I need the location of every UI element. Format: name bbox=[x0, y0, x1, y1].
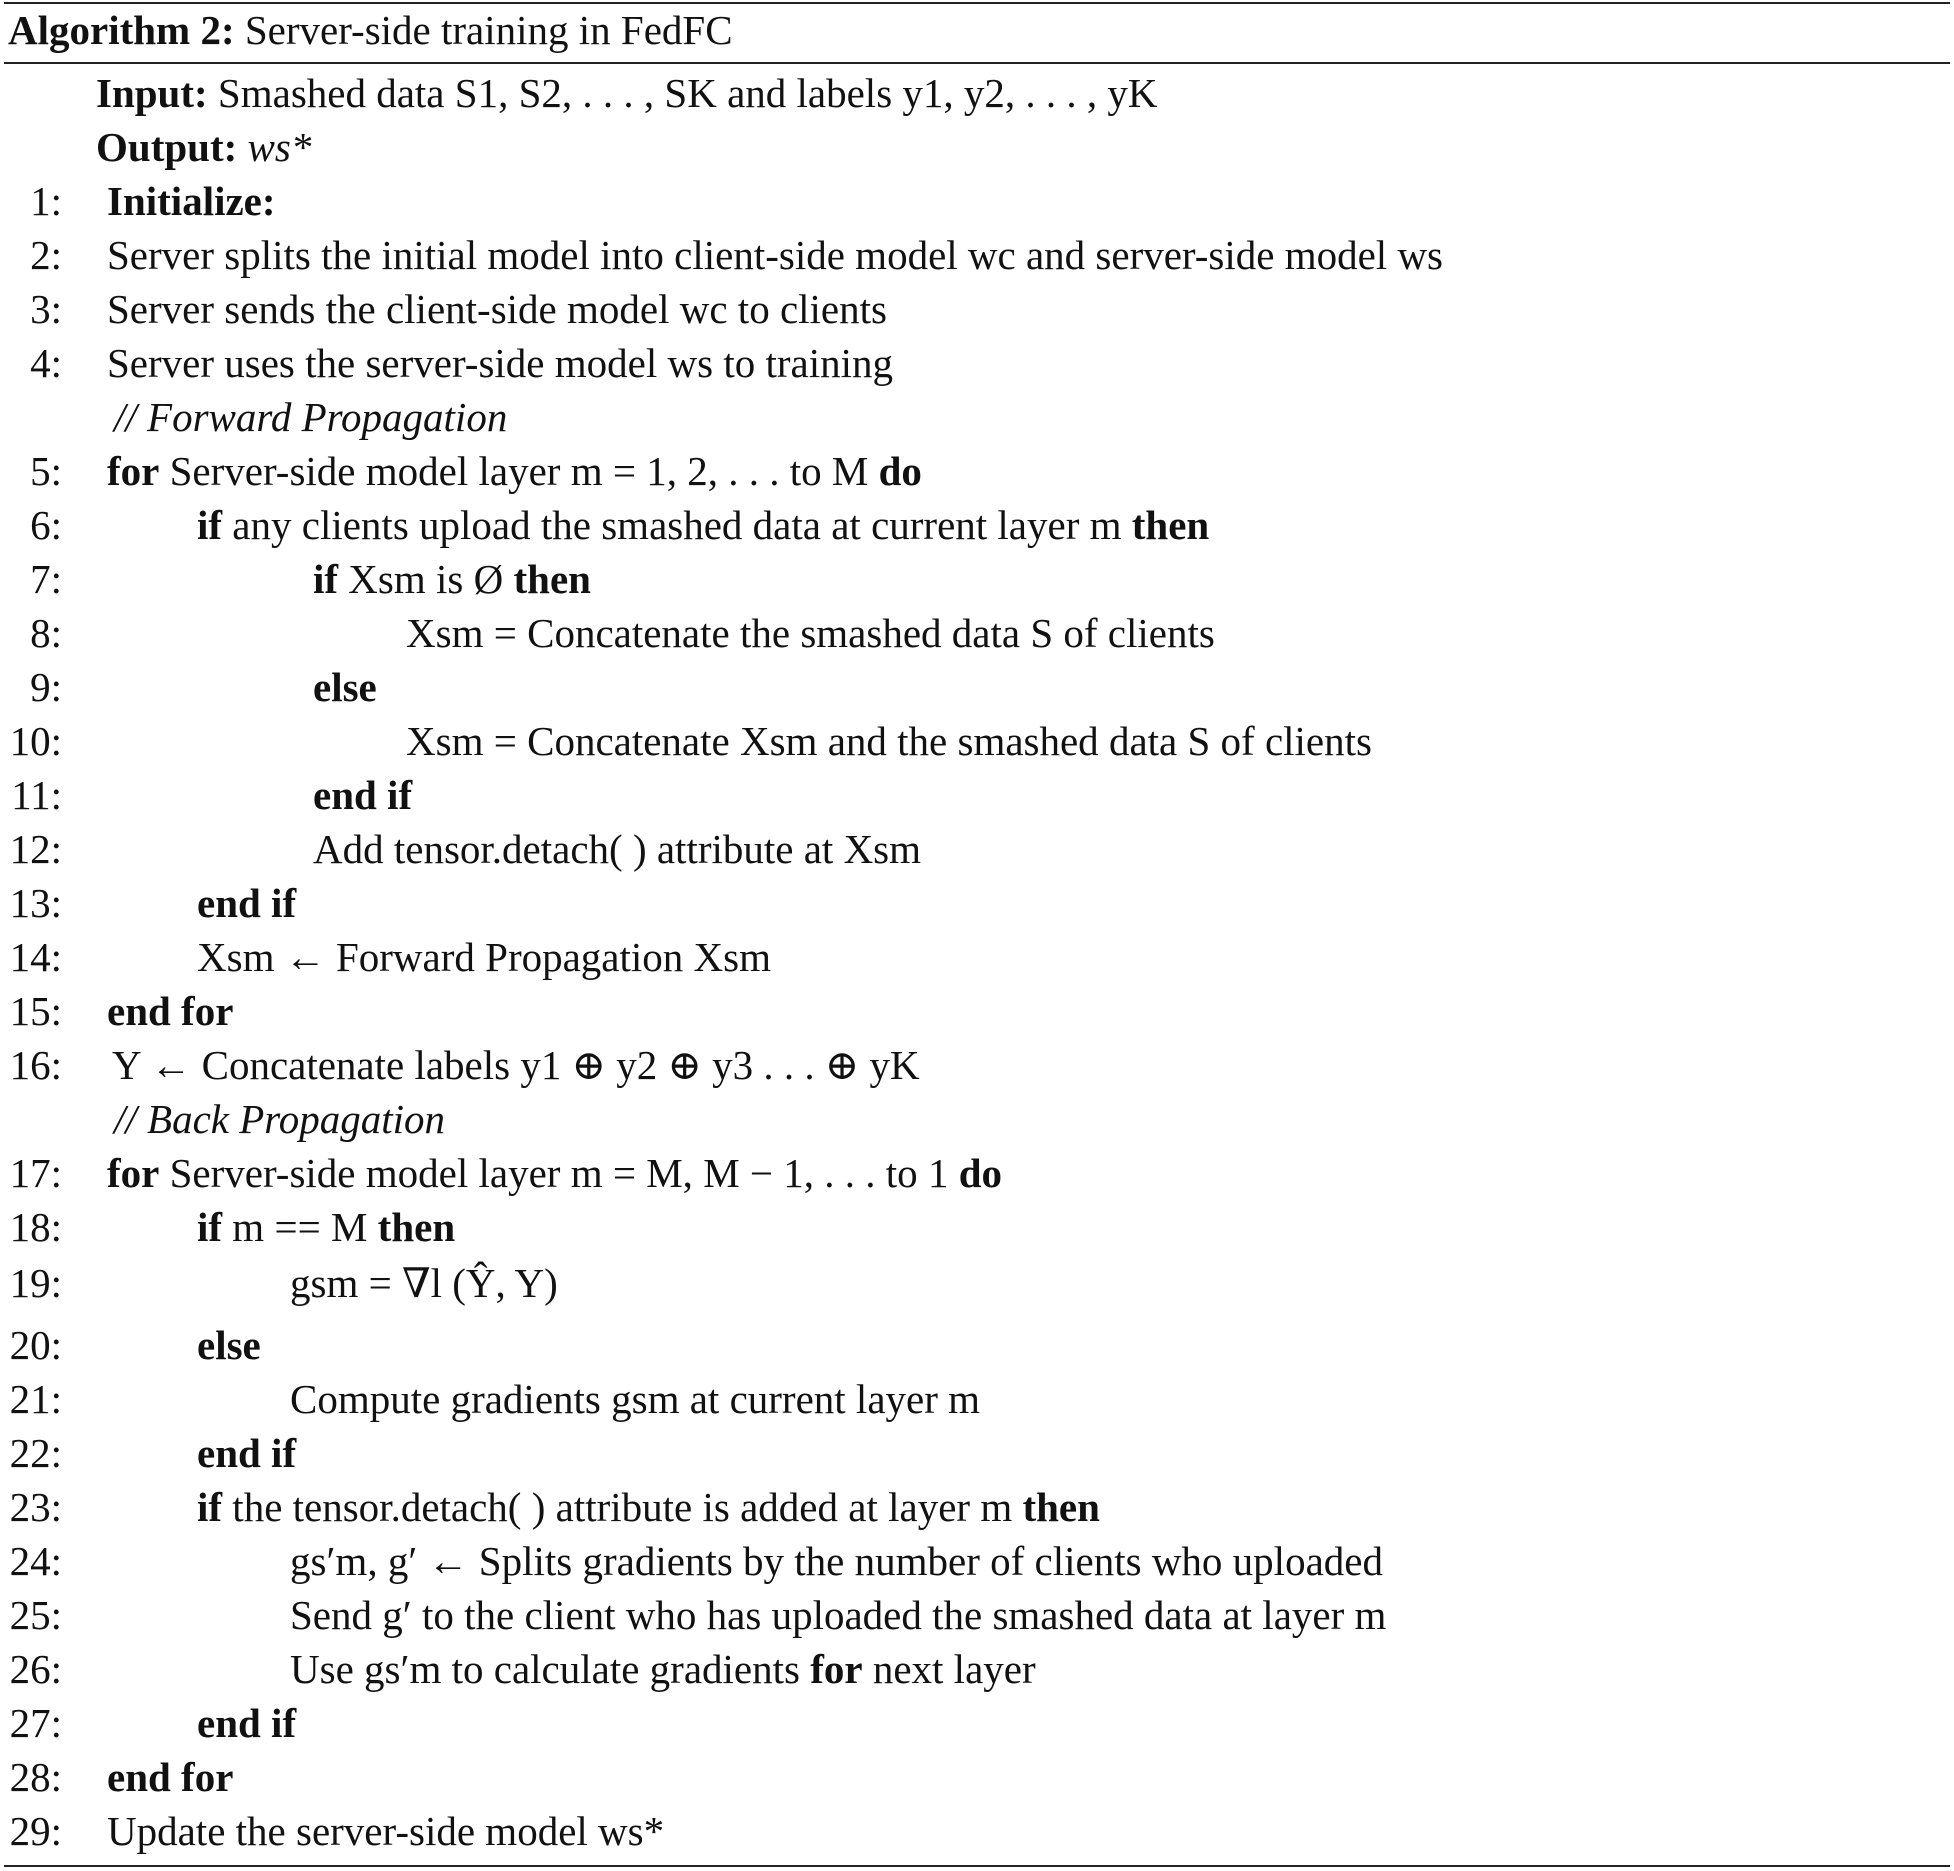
line-number: 18: bbox=[9, 1204, 62, 1250]
line-text: // Forward Propagation bbox=[114, 394, 508, 440]
line-number: 9: bbox=[30, 664, 62, 710]
line-text: Compute gradients gsm at current layer m bbox=[290, 1376, 981, 1422]
input-text: Smashed data S1, S2, . . . , SK and labels y1, y2, . . . , yK bbox=[217, 70, 1158, 116]
bottom-rule bbox=[4, 1865, 1950, 1867]
line-text: // Back Propagation bbox=[114, 1096, 445, 1142]
header-rule bbox=[4, 62, 1950, 64]
line-text: end if bbox=[197, 1700, 297, 1746]
line-number: 12: bbox=[9, 826, 62, 872]
line-number: 27: bbox=[9, 1700, 62, 1746]
line-text: Use gs′m to calculate gradients for next layer bbox=[290, 1646, 1036, 1692]
line-text: gsm = ∇l (Ŷ, Y) bbox=[290, 1260, 558, 1306]
output-label: Output: bbox=[96, 124, 238, 170]
line-text: if Xsm is Ø then bbox=[313, 556, 591, 602]
line-number: 5: bbox=[30, 448, 62, 494]
line-text: Xsm = Concatenate Xsm and the smashed data S of clients bbox=[406, 718, 1372, 764]
line-text: end if bbox=[313, 772, 413, 818]
line-number: 25: bbox=[9, 1592, 62, 1638]
line-number: 21: bbox=[9, 1376, 62, 1422]
line-number: 29: bbox=[9, 1808, 62, 1854]
line-text: gs′m, g′ ← Splits gradients by the number of clients who uploaded bbox=[290, 1538, 1383, 1584]
line-text: end for bbox=[107, 1754, 234, 1800]
line-number: 14: bbox=[9, 934, 62, 980]
line-number: 4: bbox=[30, 340, 62, 386]
line-number: 24: bbox=[9, 1538, 62, 1584]
line-number: 23: bbox=[9, 1484, 62, 1530]
line-text: for Server-side model layer m = M, M − 1, . . . to 1 do bbox=[107, 1150, 1002, 1196]
input-label: Input: bbox=[96, 70, 208, 116]
line-text: if m == M then bbox=[197, 1204, 456, 1250]
line-text: Y ← Concatenate labels y1 ⊕ y2 ⊕ y3 . . . ⊕ yK bbox=[112, 1042, 920, 1088]
algorithm-title bbox=[8, 0, 733, 60]
line-number: 15: bbox=[9, 988, 62, 1034]
line-number: 1: bbox=[30, 178, 62, 224]
line-text: Add tensor.detach( ) attribute at Xsm bbox=[313, 826, 922, 872]
line-text: Send g′ to the client who has uploaded the smashed data at layer m bbox=[290, 1592, 1387, 1638]
line-number: 16: bbox=[9, 1042, 62, 1088]
line-text: Update the server-side model ws* bbox=[107, 1808, 665, 1854]
line-number: 26: bbox=[9, 1646, 62, 1692]
line-number: 3: bbox=[30, 286, 62, 332]
algorithm-name: Server-side training in FedFC bbox=[244, 7, 733, 53]
line-number: 28: bbox=[9, 1754, 62, 1800]
line-text: end for bbox=[107, 988, 234, 1034]
line-text: Server sends the client-side model wc to clients bbox=[107, 286, 887, 332]
line-text: for Server-side model layer m = 1, 2, . . . to M do bbox=[107, 448, 922, 494]
line-number: 10: bbox=[9, 718, 62, 764]
line-number: 8: bbox=[30, 610, 62, 656]
line-number: 2: bbox=[30, 232, 62, 278]
line-text: Xsm = Concatenate the smashed data S of clients bbox=[406, 610, 1215, 656]
line-text: Xsm ← Forward Propagation Xsm bbox=[197, 934, 771, 980]
line-text: end if bbox=[197, 1430, 297, 1476]
line-text: end if bbox=[197, 880, 297, 926]
line-text: else bbox=[313, 664, 377, 710]
line-text: else bbox=[197, 1322, 261, 1368]
line-number: 11: bbox=[11, 772, 62, 818]
line-number: 17: bbox=[9, 1150, 62, 1196]
output-text: ws* bbox=[247, 124, 312, 170]
line-number: 19: bbox=[9, 1260, 62, 1306]
line-text: Server uses the server-side model ws to training bbox=[107, 340, 894, 386]
line-number: 6: bbox=[30, 502, 62, 548]
line-number: 13: bbox=[9, 880, 62, 926]
line-number: 20: bbox=[9, 1322, 62, 1368]
line-text: Initialize: bbox=[107, 178, 276, 224]
algorithm-label: Algorithm 2: bbox=[8, 7, 235, 53]
line-text: Server splits the initial model into client-side model wc and server-side model ws bbox=[107, 232, 1444, 278]
line-text: if the tensor.detach( ) attribute is added at layer m then bbox=[197, 1484, 1100, 1530]
line-text: if any clients upload the smashed data at current layer m then bbox=[197, 502, 1210, 548]
line-number: 22: bbox=[9, 1430, 62, 1476]
line-number: 7: bbox=[30, 556, 62, 602]
